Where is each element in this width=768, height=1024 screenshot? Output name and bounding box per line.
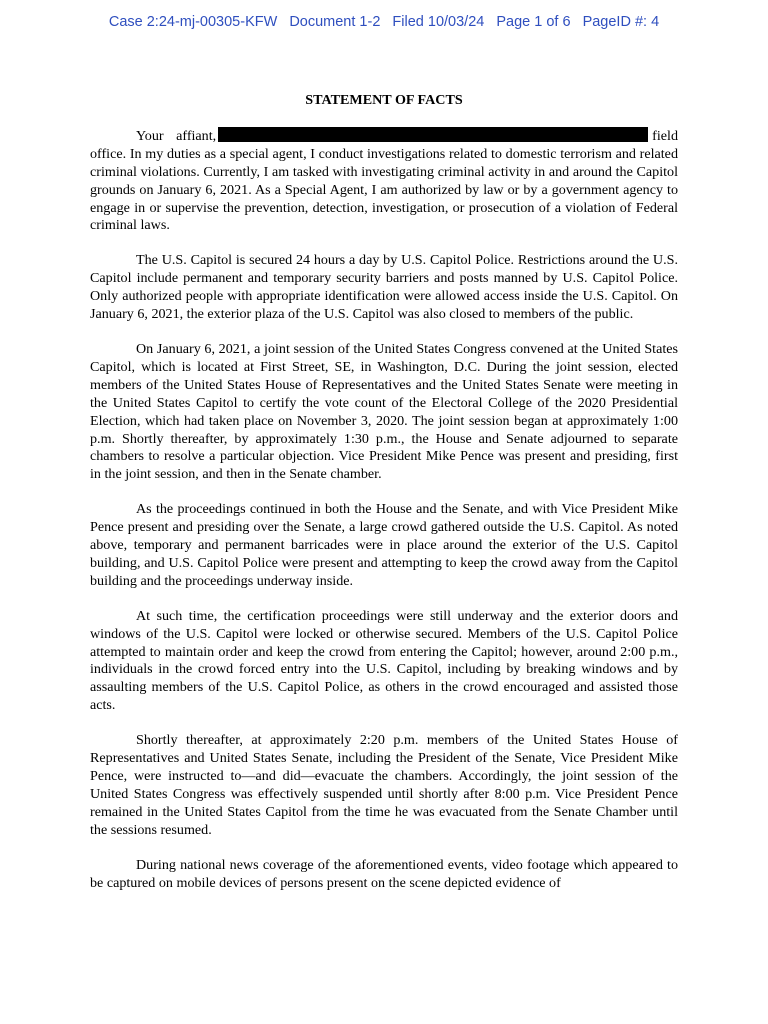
paragraph-joint-session: On January 6, 2021, a joint session of the United States Congress convened at the United States Capitol, which is located at First Street, SE, in Washington, D.C. During the joint session, elected members of the United States House of Representatives and the United States Senate were meeting in the United States Capitol to certify the vote count of the Electoral College of the 2020 Presidential Election, which had taken place on November 3, 2020. The joint session began at approximately 1:00 p.m. Shortly thereafter, by approximately 1:30 p.m., the House and Senate adjourned to separate chambers to resolve a particular objection. Vice President Mike Pence was present and presiding, first in the joint session, and then in the Senate chamber.	[90, 340, 678, 483]
paragraph-forced-entry: At such time, the certification proceedings were still underway and the exterior doors and windows of the U.S. Capitol were locked or otherwise secured. Members of the U.S. Capitol Police attempted to maintain order and keep the crowd from entering the Capitol; however, around 2:00 p.m., individuals in the crowd forced entry into the U.S. Capitol, including by breaking windows and by assaulting members of the U.S. Capitol Police, as others in the crowd encouraged and assisted those acts.	[90, 607, 678, 714]
redaction-block	[218, 127, 648, 142]
paragraph-news-coverage: During national news coverage of the aforementioned events, video footage which appeared to be captured on mobile devices of persons present on the scene depicted evidence of	[90, 856, 678, 891]
document-number: Document 1-2	[289, 14, 381, 30]
filed-date: Filed 10/03/24	[392, 14, 485, 30]
paragraph-affiant-rest: field office. In my duties as a special agent, I conduct investigations related to domestic terrorism and related criminal violations. Currently, I am tasked with investigating criminal activity in and around the Capitol grounds on January 6, 2021. As a Special Agent, I am authorized by law or by a government agency to engage in or supervise the prevention, detection, investigation, or prosecution of a violation of Federal criminal laws.	[90, 127, 678, 234]
document-title: STATEMENT OF FACTS	[305, 92, 463, 108]
paragraph-evacuation: Shortly thereafter, at approximately 2:20 p.m. members of the United States House of Representatives and United States Senate, including the President of the Senate, Vice President Mike Pence, were instructed to—and did—evacuate the chambers. Accordingly, the joint session of the United States Congress was effectively suspended until shortly after 8:00 p.m. Vice President Pence remained in the United States Capitol from the time he was evacuated from the Senate Chamber until the sessions resumed.	[90, 732, 678, 838]
case-number: Case 2:24-mj-00305-KFW	[108, 14, 278, 30]
paragraph-affiant-lead: Your affiant,	[136, 127, 217, 144]
paragraph-crowd: As the proceedings continued in both the House and the Senate, and with Vice President Mike Pence present and presiding over the Senate, a large crowd gathered outside the U.S. Capitol. As noted above, temporary and permanent barricades were in place around the exterior of the U.S. Capitol building, and U.S. Capitol Police were present and attempting to keep the crowd away from the Capitol building and the proceedings underway inside.	[90, 501, 678, 589]
paragraph-affiant	[90, 127, 678, 235]
document-body	[90, 92, 678, 909]
page-count: Page 1 of 6	[496, 14, 571, 30]
page-id: PageID #: 4	[582, 14, 660, 30]
paragraph-capitol-security: The U.S. Capitol is secured 24 hours a day by U.S. Capitol Police. Restrictions around the U.S. Capitol include permanent and temporary security barriers and posts manned by U.S. Capitol Police. Only authorized people with appropriate identification were allowed access inside the U.S. Capitol. On January 6, 2021, the exterior plaza of the U.S. Capitol was also closed to members of the public.	[90, 252, 678, 323]
court-filing-header	[0, 14, 768, 30]
